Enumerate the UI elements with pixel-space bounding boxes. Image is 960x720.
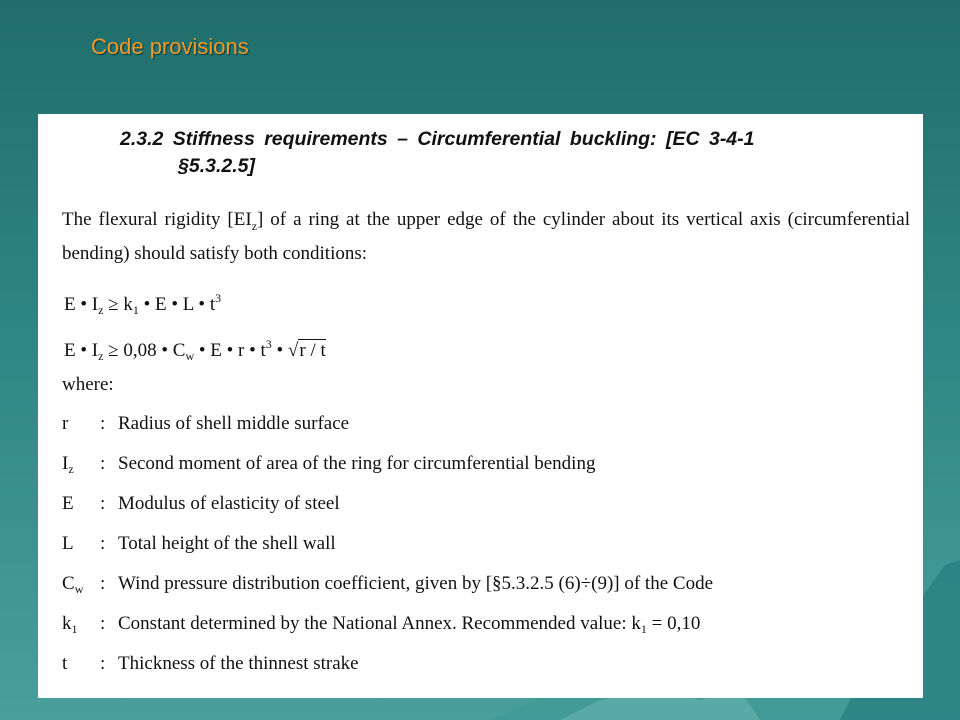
definition-row: $C_w$ : Wind pressure distribution coefficient, given by [§5.3.2.5 (6)÷(9)] of the Code	[62, 573, 714, 596]
document-excerpt	[38, 114, 923, 698]
definition-row: $I_z$ : Second moment of area of the ring for circumferential bending	[62, 453, 596, 476]
definition-row: t : Thickness of the thinnest strake	[62, 653, 359, 674]
equation-1: E • $I_z \ge k_1$ • E • L • $t^3$	[64, 291, 222, 317]
section-heading	[120, 126, 910, 180]
where-label: where:	[62, 374, 114, 395]
section-heading-line2: §5.3.2.5]	[178, 155, 255, 177]
section-heading-line1: 2.3.2 Stiffness requirements – Circumferential buckling: [EC 3-4-1	[120, 128, 755, 150]
definition-row: r : Radius of shell middle surface	[62, 413, 350, 434]
equation-2: E • $I_z \ge 0,08$ • $C_w$ • E • r • $t^3$ • √r / t	[64, 337, 326, 363]
definition-row: L : Total height of the shell wall	[62, 533, 336, 554]
definition-row: E : Modulus of elasticity of steel	[62, 493, 340, 514]
intro-paragraph: The flexural rigidity $[EI_z]$ of a ring at the upper edge of the cylinder about its vertical axis (circumferential bending) should satisfy both conditions:	[62, 209, 910, 264]
definition-row: $k_1$ : Constant determined by the National Annex. Recommended value: $k_1 = 0,10$	[62, 613, 701, 636]
slide-title: Code provisions	[91, 34, 249, 59]
definitions-list	[62, 412, 912, 692]
sqrt-argument: r / t	[299, 340, 326, 361]
